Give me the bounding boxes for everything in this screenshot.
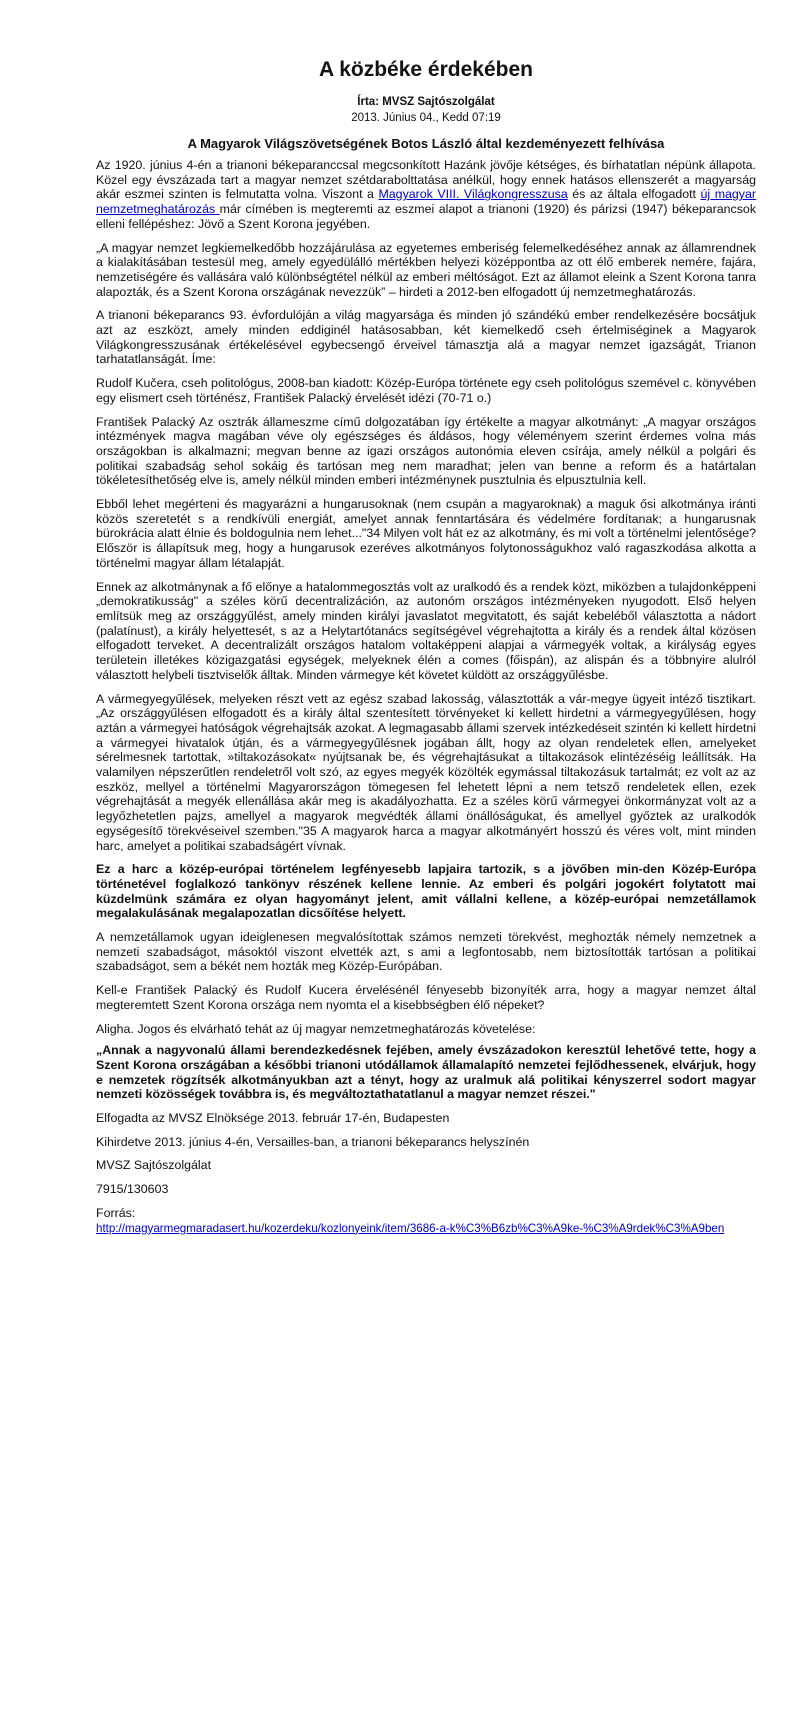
paragraph-question: Kell-e František Palacký és Rudolf Kucera érvelésénél fényesebb bizonyíték arra, hogy a magyar nemzet által megteremtett Szent Korona országa nem nyomta el a kisebbségben élő népeket? xyxy=(96,983,756,1012)
paragraph-bold-demand: „Annak a nagyvonalú állami berendezkedésnek fejében, amely évszázadokon keresztül lehetővé tette, hogy a Szent Korona országában a későbbi trianoni utódállamok államalapító nemzetei fejlődhessenek, elvárjuk, hogy e nemzetek rögzítsék alkotmányukban azt a tényt, hogy az uralmuk alá politikai kényszerrel sodort magyar nemzeti közösségek továbbra is, és megváltoztathatatlanul a magyar nemzet részei." xyxy=(96,1043,756,1102)
article-subtitle: A Magyarok Világszövetségének Botos László által kezdeményezett felhívása xyxy=(187,136,665,151)
paragraph-kucera: Rudolf Kučera, cseh politológus, 2008-ban kiadott: Közép-Európa története egy cseh politológus szemével c. könyvében egy elismert cseh történész, František Palacký érvelését idézi (70-71 o.) xyxy=(96,376,756,405)
paragraph-palacky: František Palacký Az osztrák állameszme című dolgozatában így értékelte a magyar alkotmányt: „A magyar országos intézmények magva magában véve oly egészséges és áldásos, hogy véleményem szerint érdemes volna más országokban is alkalmazni; megvan benne az igazi országos autonómia eleven csírája, amely nélkül a polgári és politikai szabadság sehol sokáig és tartósan meg nem maradhat; jelen van benne a reform és a határtalan tökéletesíthetőség elve is, amely nélkül minden emberi intézménynek pusztulnia és elpusztulnia kell. xyxy=(96,414,756,488)
paragraph-county-assemblies: A vármegyegyűlések, melyeken részt vett az egész szabad lakosság, választották a vár-megye ügyeit intéző tisztikart. „Az országgyűlésen elfogadott és a király által szentesített törvényeket ki kellett hirdetni a vármegyegyűlésen, hogy aztán a vármegyei hatóságok végrehajtsák azokat. A legmagasabb állami szervek intézkedéseit szintén ki kellett hirdetni a vármegyei hivatalok útján, és a vármegyegyűlésnek jogában állt, hogy az olyan rendeletek ellen, amelyeket sérelmesnek tartottak, »tiltakozásokat« nyújtsanak be, és végrehajtásukat a tiltakozások elintézéséig leállítsák. Ha valamilyen népszerűtlen rendeletről volt szó, az egyes megyék közölték egymással tiltakozásuk tartalmát; ez volt az az eszköz, mellyel a történelmi Magyarországon tömegesen fel lehetett lépni a nem tetsző rendeletek ellen, ezek végrehajtását a megyék ellenállása akár meg is akadályozhatta. Ez a széles körű vármegyei önkormányzat volt az a legyőzhetetlen pajzs, amellyel a magyarok megvédték állami önállóságukat, és amellyel győztek az uralkodók egységesítő törekvéseivel szemben."35 A magyarok harca a magyar alkotmányért hosszú és véres volt, mint minden harc, amelyet a politikai szabadságért vívnak. xyxy=(96,691,756,853)
article-date: 2013. Június 04., Kedd 07:19 xyxy=(351,112,501,124)
paragraph-reference-number: 7915/130603 xyxy=(96,1182,169,1197)
paragraph-adopted: Elfogadta az MVSZ Elnöksége 2013. február 17-én, Budapesten xyxy=(96,1111,450,1126)
paragraph-proclaimed: Kihirdetve 2013. június 4-én, Versailles-ban, a trianoni békeparancs helyszínén xyxy=(96,1134,530,1149)
paragraph-nation-states: A nemzetállamok ugyan ideiglenesen megvalósítottak számos nemzeti törekvést, meghozták némely nemzetnek a nemzeti szabadságot, másoktól viszont elvették azt, s ami a legfontosabb, nem biztosították tartósan a politikai szabadságot, sem a békét nem hozták meg Közép-Európában. xyxy=(96,930,756,974)
article-body xyxy=(96,158,756,1236)
paragraph-hungarus: Ebből lehet megérteni és magyarázni a hungarusoknak (nem csupán a magyaroknak) a maguk ősi alkotmánya iránti közös szeretetét s a rendkívüli energiát, amelyet annak fenntartására és védelmére fordítanak; a hungarusnak bürokrácia alatt élnie és boldogulnia nem lehet..."34 Milyen volt hát ez az alkotmány, és mi volt a történelmi jelentősége? Először is állapítsuk meg, hogy a hungarusok ezeréves alkotmányos folytonosságukhoz való ragaszkodása alkotta a történelmi magyar állam létalapját. xyxy=(96,497,756,570)
article-title: A közbéke érdekében xyxy=(319,58,533,81)
paragraph-demand-intro: Aligha. Jogos és elvárható tehát az új magyar nemzetmeghatározás követelése: xyxy=(96,1021,536,1036)
world-congress-link[interactable]: Magyarok VIII. Világkongresszusa xyxy=(378,187,568,202)
source-link[interactable]: http://magyarmegmaradasert.hu/kozerdeku/kozlonyeink/item/3686-a-k%C3%B6zb%C3%A9ke-%C3%A9rdek%C3%A9ben xyxy=(96,1221,725,1235)
paragraph-intro-text-3: már címében is megteremti az eszmei alapot a trianoni (1920) és párizsi (1947) békeparancsok elleni fellépéshez: Jövő a Szent Korona jegyében. xyxy=(96,202,757,231)
paragraph-signature: MVSZ Sajtószolgálat xyxy=(96,1158,212,1173)
article-author: Írta: MVSZ Sajtószolgálat xyxy=(357,96,495,108)
paragraph-intro-text-2: és az általa elfogadott xyxy=(567,187,701,202)
paragraph-anniversary: A trianoni békeparancs 93. évfordulóján a világ magyarsága és minden jó szándékú ember rendelkezésére bocsátjuk azt az eszközt, amely minden eddiginél hatásosabban, két kiemelkedő cseh értelmiséginek a Magyarok Világkongresszusának értékelésével egybecsengő érveivel támasztja alá a magyar nemzet igazságát, Trianon tarhatatlanságát. Íme: xyxy=(96,308,756,367)
paragraph-constitution: Ennek az alkotmánynak a fő előnye a hatalommegosztás volt az uralkodó és a rendek közt, miközben a tulajdonképpeni „demokratikusság" a széles körű decentralizáción, az autonóm országos intézményeken nyugodott. Első helyen említsük meg az országgyűlést, amely minden királyi javaslatot megvitatott, és saját kebeléből választotta a nádort (palatínust), a király helyettesét, s az a Helytartótanács segítségével végrehajtotta a király és a rendek által közösen elfogadott terveket. A decentralizált országos hatalom voltaképpeni alapjai a vármegyék voltak, a királyság egyes területein illetékes közigazgatási egységek, melyeknek élén a comes (főispán), az alispán és a többnyire alulról választott helybeli tisztviselők álltak. Minden vármegye két követet küldött az országgyűlésbe. xyxy=(96,579,756,682)
nation-definition-link[interactable]: új magyar nemzetmeghatározás xyxy=(96,187,757,217)
paragraph-bold-history: Ez a harc a közép-európai történelem legfényesebb lapjaira tartozik, s a jövőben min-den Közép-Európa történetével foglalkozó tankönyv részének kellene lennie. Az emberi és polgári jogokért folytatott mai küzdelmünk számára ez olyan hagyományt jelent, amit vállalni kellene, a közép-európai nemzetállamok megalakulásának megalapozatlan dicsőítése helyett. xyxy=(96,862,756,921)
paragraph-source xyxy=(96,1206,756,1236)
source-label: Forrás: xyxy=(96,1205,136,1220)
paragraph-intro xyxy=(96,158,756,232)
paragraph-quote-nation: „A magyar nemzet legkiemelkedőbb hozzájárulása az egyetemes emberiség felemelkedéséhez annak az államrendnek a kialakításában testesül meg, amely egyedülálló mértékben helyezi középpontba az ott élő emberek nemére, fajára, nemzetiségére és vallására való különbségtétel nélkül az emberi méltóságot. Ezt az államot eleink a Szent Korona tanra alapozták, és a Szent Korona országának nevezzük” – hirdeti a 2012-ben elfogadott új nemzetmeghatározás. xyxy=(96,240,756,299)
paragraph-intro-text-1: Az 1920. június 4-én a trianoni békeparanccsal megcsonkított Hazánk jövője kétséges, és bírhatatlan népünk állapota. Közel egy évszázada tart a magyar nemzet szétdarabolttatása anélkül, hogy ennek hatásos ellenszerét a magyarság akár eszmei szinten is felmutatta volna. Viszont a xyxy=(96,158,756,202)
